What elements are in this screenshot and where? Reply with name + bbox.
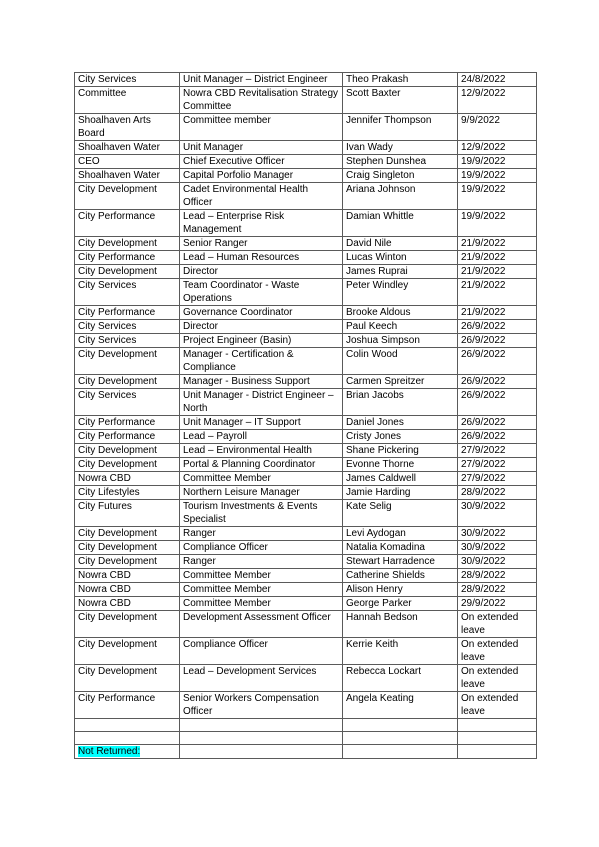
department-cell: City Performance [75, 306, 180, 320]
table-row [75, 430, 537, 444]
position-cell: Northern Leisure Manager [180, 486, 343, 500]
position-cell: Committee Member [180, 583, 343, 597]
table-row [75, 665, 537, 692]
department-cell: Committee [75, 87, 180, 114]
position-cell: Committee Member [180, 597, 343, 611]
position-cell: Lead – Enterprise Risk Management [180, 210, 343, 237]
date-cell: 30/9/2022 [458, 527, 537, 541]
date-cell: 26/9/2022 [458, 430, 537, 444]
table-row [75, 583, 537, 597]
date-cell: 30/9/2022 [458, 500, 537, 527]
date-cell: 27/9/2022 [458, 458, 537, 472]
date-cell: 28/9/2022 [458, 583, 537, 597]
empty-cell [180, 745, 343, 759]
department-cell: City Futures [75, 500, 180, 527]
position-cell: Ranger [180, 555, 343, 569]
department-cell: City Development [75, 611, 180, 638]
date-cell: 12/9/2022 [458, 141, 537, 155]
table-row [75, 210, 537, 237]
table-row [75, 73, 537, 87]
date-cell: 9/9/2022 [458, 114, 537, 141]
returns-table-body [75, 73, 537, 759]
empty-cell [458, 745, 537, 759]
position-cell: Unit Manager [180, 141, 343, 155]
name-cell: George Parker [343, 597, 458, 611]
position-cell: Committee Member [180, 472, 343, 486]
name-cell: David Nile [343, 237, 458, 251]
date-cell: 26/9/2022 [458, 320, 537, 334]
position-cell: Committee member [180, 114, 343, 141]
date-cell: 24/8/2022 [458, 73, 537, 87]
date-cell: 19/9/2022 [458, 169, 537, 183]
name-cell: James Ruprai [343, 265, 458, 279]
table-row [75, 638, 537, 665]
table-row [75, 555, 537, 569]
position-cell: Capital Porfolio Manager [180, 169, 343, 183]
table-row [75, 334, 537, 348]
date-cell: 19/9/2022 [458, 210, 537, 237]
name-cell: Craig Singleton [343, 169, 458, 183]
name-cell: Peter Windley [343, 279, 458, 306]
position-cell: Cadet Environmental Health Officer [180, 183, 343, 210]
table-row [75, 389, 537, 416]
position-cell: Chief Executive Officer [180, 155, 343, 169]
table-row [75, 155, 537, 169]
table-row [75, 251, 537, 265]
name-cell: Stewart Harradence [343, 555, 458, 569]
department-cell: City Development [75, 527, 180, 541]
department-cell: City Development [75, 348, 180, 375]
position-cell: Development Assessment Officer [180, 611, 343, 638]
name-cell: Brian Jacobs [343, 389, 458, 416]
position-cell: Compliance Officer [180, 638, 343, 665]
position-cell: Project Engineer (Basin) [180, 334, 343, 348]
empty-cell [458, 732, 537, 745]
department-cell: CEO [75, 155, 180, 169]
position-cell: Manager - Certification & Compliance [180, 348, 343, 375]
table-row [75, 527, 537, 541]
department-cell: City Development [75, 444, 180, 458]
name-cell: Alison Henry [343, 583, 458, 597]
empty-cell [180, 732, 343, 745]
name-cell: James Caldwell [343, 472, 458, 486]
table-row [75, 114, 537, 141]
table-row [75, 375, 537, 389]
date-cell: On extended leave [458, 611, 537, 638]
table-row [75, 444, 537, 458]
position-cell: Lead – Human Resources [180, 251, 343, 265]
position-cell: Unit Manager – IT Support [180, 416, 343, 430]
empty-cell [343, 719, 458, 732]
name-cell: Catherine Shields [343, 569, 458, 583]
name-cell: Stephen Dunshea [343, 155, 458, 169]
date-cell: 12/9/2022 [458, 87, 537, 114]
department-cell: City Development [75, 458, 180, 472]
table-row [75, 348, 537, 375]
department-cell: City Services [75, 389, 180, 416]
table-row [75, 597, 537, 611]
department-cell: City Development [75, 183, 180, 210]
table-row [75, 87, 537, 114]
date-cell: On extended leave [458, 692, 537, 719]
department-cell: City Performance [75, 416, 180, 430]
date-cell: 21/9/2022 [458, 237, 537, 251]
position-cell: Governance Coordinator [180, 306, 343, 320]
position-cell: Tourism Investments & Events Specialist [180, 500, 343, 527]
department-cell: City Development [75, 265, 180, 279]
table-row [75, 569, 537, 583]
department-cell: City Performance [75, 210, 180, 237]
name-cell: Ariana Johnson [343, 183, 458, 210]
not-returned-cell [75, 745, 180, 759]
empty-cell [458, 719, 537, 732]
name-cell: Kate Selig [343, 500, 458, 527]
department-cell: City Performance [75, 251, 180, 265]
date-cell: 27/9/2022 [458, 472, 537, 486]
position-cell: Lead – Environmental Health [180, 444, 343, 458]
date-cell: 26/9/2022 [458, 389, 537, 416]
name-cell: Evonne Thorne [343, 458, 458, 472]
table-row [75, 500, 537, 527]
date-cell: 21/9/2022 [458, 279, 537, 306]
name-cell: Hannah Bedson [343, 611, 458, 638]
position-cell: Unit Manager - District Engineer – North [180, 389, 343, 416]
name-cell: Scott Baxter [343, 87, 458, 114]
name-cell: Carmen Spreitzer [343, 375, 458, 389]
table-row [75, 320, 537, 334]
department-cell: City Development [75, 555, 180, 569]
position-cell: Manager - Business Support [180, 375, 343, 389]
not-returned-label: Not Returned: [78, 746, 141, 757]
date-cell: On extended leave [458, 665, 537, 692]
position-cell: Committee Member [180, 569, 343, 583]
position-cell: Team Coordinator - Waste Operations [180, 279, 343, 306]
name-cell: Jennifer Thompson [343, 114, 458, 141]
date-cell: 27/9/2022 [458, 444, 537, 458]
table-row [75, 183, 537, 210]
position-cell: Director [180, 265, 343, 279]
position-cell: Ranger [180, 527, 343, 541]
table-row [75, 541, 537, 555]
table-row [75, 692, 537, 719]
position-cell: Compliance Officer [180, 541, 343, 555]
empty-cell [180, 719, 343, 732]
department-cell: City Services [75, 320, 180, 334]
department-cell: City Services [75, 334, 180, 348]
department-cell: City Services [75, 279, 180, 306]
table-row [75, 472, 537, 486]
position-cell: Lead – Payroll [180, 430, 343, 444]
empty-cell [75, 719, 180, 732]
name-cell: Ivan Wady [343, 141, 458, 155]
date-cell: 21/9/2022 [458, 306, 537, 320]
position-cell: Director [180, 320, 343, 334]
position-cell: Unit Manager – District Engineer [180, 73, 343, 87]
date-cell: 29/9/2022 [458, 597, 537, 611]
date-cell: 19/9/2022 [458, 183, 537, 210]
date-cell: 26/9/2022 [458, 348, 537, 375]
department-cell: City Development [75, 237, 180, 251]
name-cell: Natalia Komadina [343, 541, 458, 555]
date-cell: 30/9/2022 [458, 541, 537, 555]
date-cell: 26/9/2022 [458, 334, 537, 348]
table-row [75, 169, 537, 183]
department-cell: City Development [75, 665, 180, 692]
date-cell: 28/9/2022 [458, 486, 537, 500]
date-cell: 21/9/2022 [458, 251, 537, 265]
table-row [75, 141, 537, 155]
department-cell: Shoalhaven Arts Board [75, 114, 180, 141]
returns-table [74, 72, 537, 759]
department-cell: City Services [75, 73, 180, 87]
empty-cell [343, 745, 458, 759]
department-cell: Shoalhaven Water [75, 141, 180, 155]
name-cell: Brooke Aldous [343, 306, 458, 320]
date-cell: 26/9/2022 [458, 416, 537, 430]
name-cell: Cristy Jones [343, 430, 458, 444]
table-row [75, 265, 537, 279]
name-cell: Levi Aydogan [343, 527, 458, 541]
department-cell: City Development [75, 375, 180, 389]
department-cell: City Performance [75, 692, 180, 719]
name-cell: Joshua Simpson [343, 334, 458, 348]
name-cell: Rebecca Lockart [343, 665, 458, 692]
department-cell: City Performance [75, 430, 180, 444]
department-cell: Nowra CBD [75, 569, 180, 583]
name-cell: Lucas Winton [343, 251, 458, 265]
position-cell: Portal & Planning Coordinator [180, 458, 343, 472]
name-cell: Damian Whittle [343, 210, 458, 237]
department-cell: Shoalhaven Water [75, 169, 180, 183]
not-returned-row [75, 745, 537, 759]
name-cell: Angela Keating [343, 692, 458, 719]
table-row [75, 611, 537, 638]
empty-cell [343, 732, 458, 745]
date-cell: 21/9/2022 [458, 265, 537, 279]
table-row [75, 416, 537, 430]
table-row [75, 306, 537, 320]
department-cell: Nowra CBD [75, 472, 180, 486]
name-cell: Theo Prakash [343, 73, 458, 87]
empty-row [75, 732, 537, 745]
table-row [75, 486, 537, 500]
date-cell: 30/9/2022 [458, 555, 537, 569]
name-cell: Jamie Harding [343, 486, 458, 500]
empty-cell [75, 732, 180, 745]
name-cell: Shane Pickering [343, 444, 458, 458]
position-cell: Lead – Development Services [180, 665, 343, 692]
position-cell: Senior Workers Compensation Officer [180, 692, 343, 719]
department-cell: Nowra CBD [75, 597, 180, 611]
name-cell: Colin Wood [343, 348, 458, 375]
department-cell: City Lifestyles [75, 486, 180, 500]
table-row [75, 237, 537, 251]
position-cell: Nowra CBD Revitalisation Strategy Committee [180, 87, 343, 114]
date-cell: 19/9/2022 [458, 155, 537, 169]
table-row [75, 279, 537, 306]
name-cell: Paul Keech [343, 320, 458, 334]
date-cell: On extended leave [458, 638, 537, 665]
empty-row [75, 719, 537, 732]
department-cell: City Development [75, 638, 180, 665]
department-cell: City Development [75, 541, 180, 555]
position-cell: Senior Ranger [180, 237, 343, 251]
name-cell: Daniel Jones [343, 416, 458, 430]
table-row [75, 458, 537, 472]
name-cell: Kerrie Keith [343, 638, 458, 665]
date-cell: 28/9/2022 [458, 569, 537, 583]
date-cell: 26/9/2022 [458, 375, 537, 389]
department-cell: Nowra CBD [75, 583, 180, 597]
